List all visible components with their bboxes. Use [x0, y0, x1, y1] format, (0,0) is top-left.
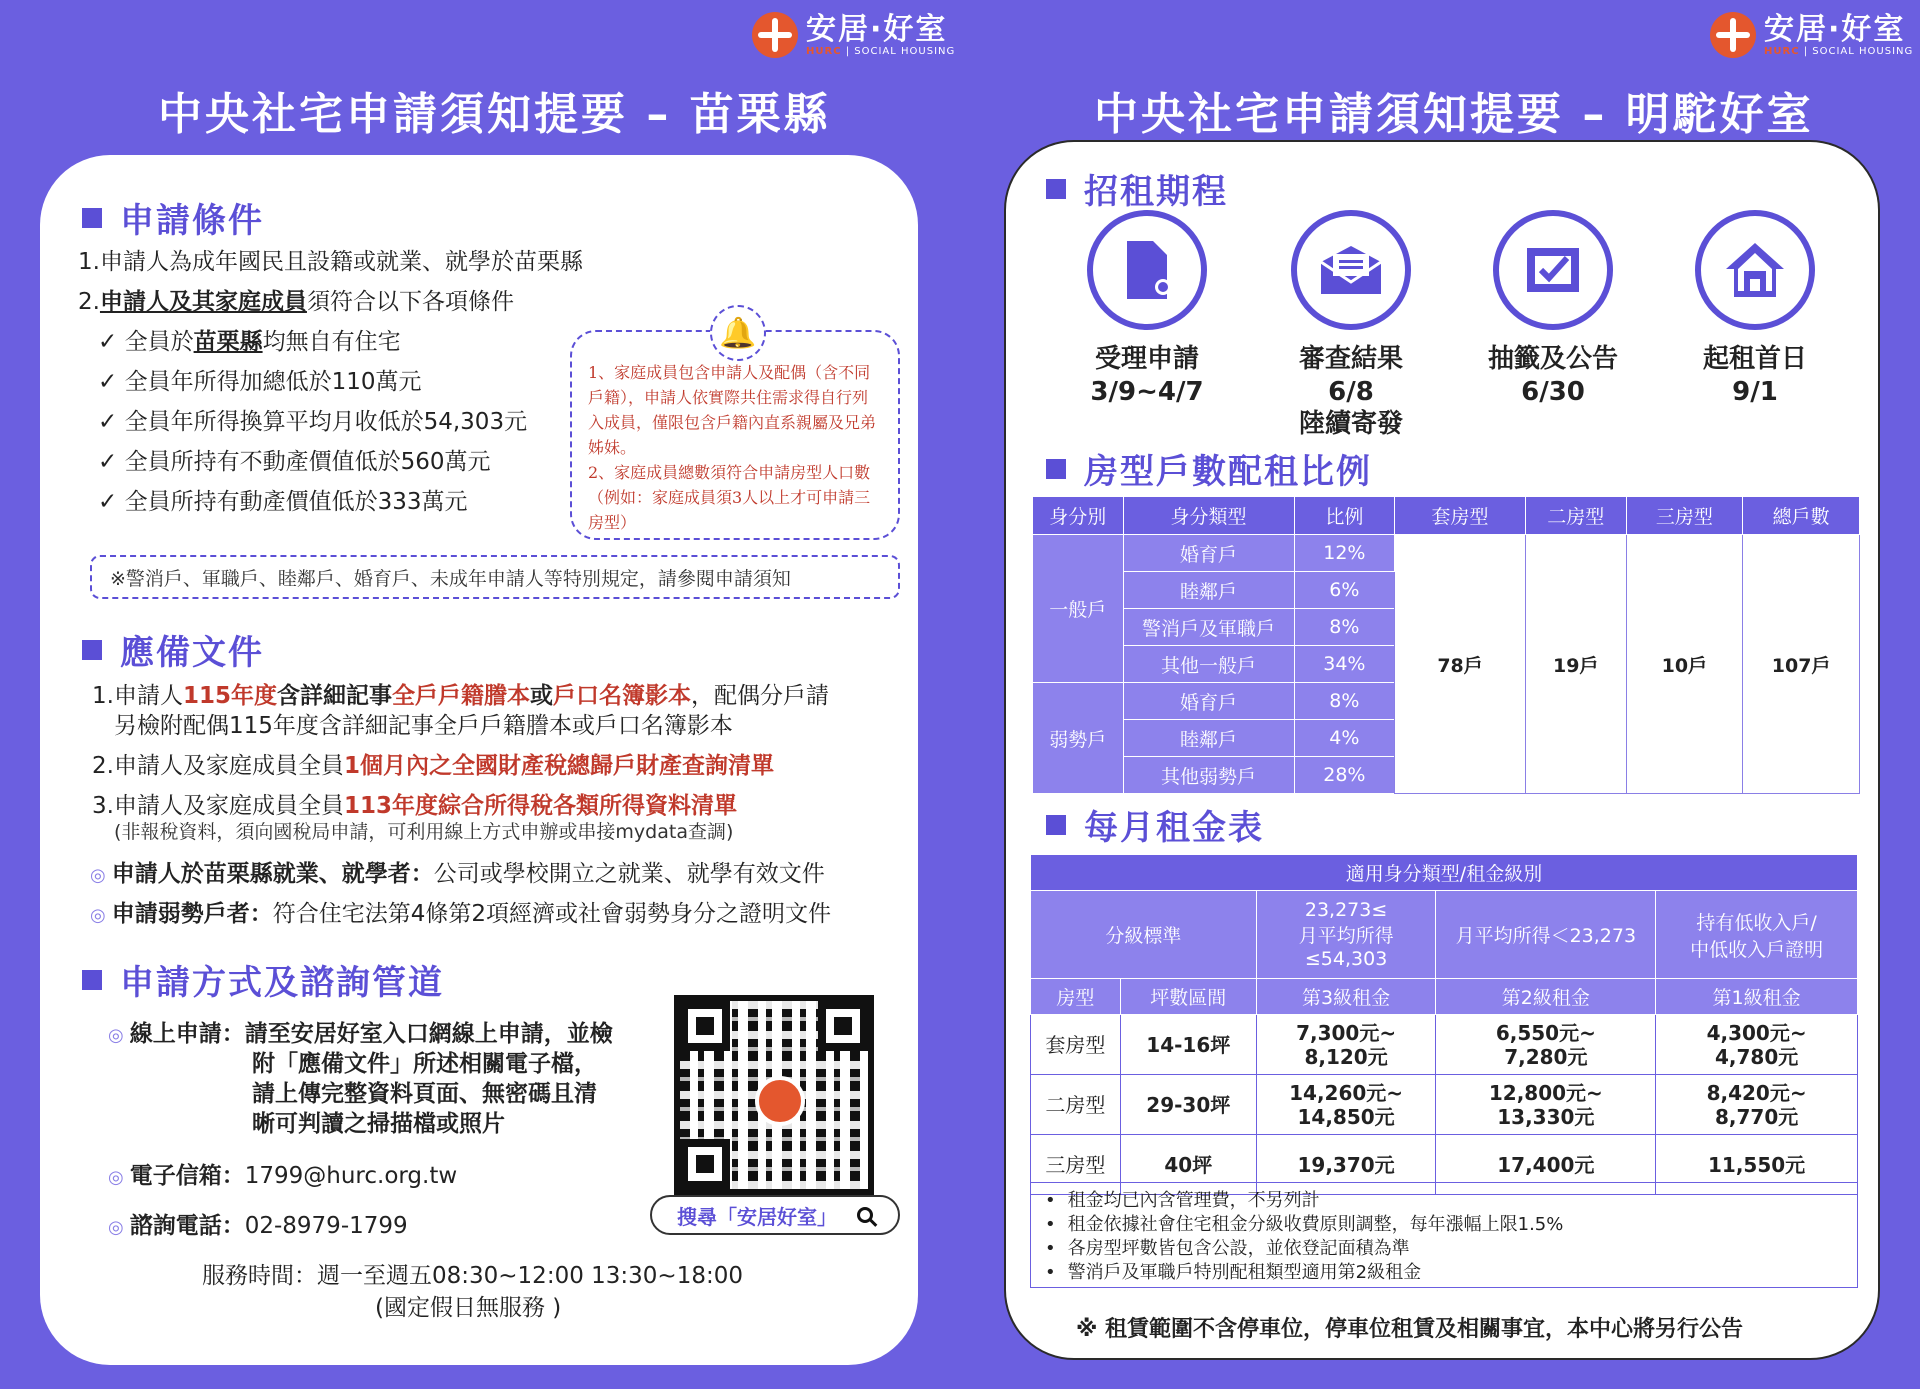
step-lottery: 抽籤及公告 6/30	[1478, 210, 1628, 408]
table-row: 睦鄰戶 4%	[1033, 720, 1860, 757]
brand-sub: SOCIAL HOUSING	[854, 45, 956, 57]
right-title: 中央社宅申請須知提要 – 明駝好室	[1094, 89, 1814, 140]
check-item: ✓ 全員於苗栗縣均無自有住宅	[98, 329, 401, 355]
table-row: 二房型 29-30坪 14,260元~ 14,850元 12,800元~ 13,330元 8,420元~ 8,770元	[1031, 1075, 1858, 1135]
square-bullet-icon	[82, 640, 102, 660]
step-lease-start: 起租首日 9/1	[1680, 210, 1830, 408]
doc-item-1-line2: 另檢附配偶115年度含詳細記事全戶戶籍謄本或戶口名簿影本	[114, 713, 733, 739]
left-panel	[40, 155, 918, 1365]
check-item: ✓ 全員所持有不動產價值低於560萬元	[98, 449, 491, 475]
brand-sub: SOCIAL HOUSING	[1812, 45, 1914, 57]
qr-logo-icon	[755, 1076, 805, 1126]
right-panel	[1004, 140, 1880, 1360]
brand-logo-right: 安居·好室 HURC | SOCIAL HOUSING	[1710, 12, 1913, 58]
table-row: 其他一般戶 34%	[1033, 646, 1860, 683]
bell-icon: 🔔	[710, 305, 766, 361]
search-icon	[857, 1207, 873, 1223]
condition-item-1: 1.申請人為成年國民且設籍或就業、就學於苗栗縣	[78, 249, 583, 275]
check-item: ✓ 全員所持有動產價值低於333萬元	[98, 489, 468, 515]
square-bullet-icon	[82, 970, 102, 990]
left-title: 中央社宅申請須知提要 – 苗栗縣	[158, 89, 831, 140]
table-row: 其他弱勢戶 28%	[1033, 757, 1860, 794]
brand-sub-red: HURC	[806, 45, 842, 57]
doc-item-1: 1.申請人115年度含詳細記事全戶戶籍謄本或戶口名簿影本，配偶分戶請	[92, 683, 829, 709]
step-review: 審查結果 6/8 陸續寄發	[1276, 210, 1426, 440]
email-line: ◎ 電子信箱：1799@hurc.org.tw	[108, 1163, 458, 1189]
brand-mark-icon	[752, 12, 798, 58]
qr-code[interactable]	[674, 995, 874, 1195]
table-row: 一般戶 婚育戶 12% 78戶 19戶 10戶 107戶	[1033, 535, 1860, 572]
brand-mark-icon	[1710, 12, 1756, 58]
square-bullet-icon	[82, 208, 102, 228]
special-rules-note: ※警消戶、軍職戶、睦鄰戶、婚育戶、未成年申請人等特別規定，請參閱申請須知	[90, 555, 900, 599]
email-link[interactable]: 1799@hurc.org.tw	[244, 1163, 458, 1189]
brand-name: 安居·好室	[1764, 11, 1906, 47]
doc-item-3: 3.申請人及家庭成員全員113年度綜合所得稅各類所得資料清單	[92, 793, 737, 819]
holiday-note: (國定假日無服務 )	[375, 1295, 562, 1321]
online-apply: ◎ 線上申請：請至安居好室入口網線上申請，並檢	[108, 1021, 613, 1047]
brand-name: 安居·好室	[806, 11, 948, 47]
check-item: ✓ 全員年所得換算平均月收低於54,303元	[98, 409, 528, 435]
check-item: ✓ 全員年所得加總低於110萬元	[98, 369, 422, 395]
mail-icon	[1319, 244, 1383, 296]
room-ratio-table: 身分別 身分類型 比例 套房型 二房型 三房型 總戶數 一般戶 婚育戶 12% 78戶 19戶 10戶 107戶 睦鄰戶 6% 警消戶及軍職戶 8% 其他一般戶 34% 弱勢戶 婚育戶 8% 睦鄰戶 4% 其他弱勢戶 28%	[1032, 496, 1860, 794]
square-bullet-icon	[1046, 459, 1066, 479]
search-box[interactable]: 搜尋「安居好室」	[650, 1195, 900, 1235]
schedule-heading: 招租期程	[1046, 164, 1228, 213]
table-row: 套房型 14-16坪 7,300元~ 8,120元 6,550元~ 7,280元 4,300元~ 4,780元	[1031, 1015, 1858, 1075]
brand-sub-red: HURC	[1764, 45, 1800, 57]
square-bullet-icon	[1046, 815, 1066, 835]
brand-logo-left: 安居·好室 HURC | SOCIAL HOUSING	[752, 12, 955, 58]
table-row: 三房型 40坪 19,370元 17,400元 11,550元	[1031, 1135, 1858, 1195]
doc-item-4: ◎ 申請人於苗栗縣就業、就學者：公司或學校開立之就業、就學有效文件	[90, 861, 825, 887]
online-apply-line3: 請上傳完整資料頁面、無密碼且清	[252, 1081, 597, 1107]
docs-heading: 應備文件	[82, 625, 264, 674]
family-note-box: 1、家庭成員包含申請人及配偶（含不同戶籍），申請人依實際共住需求得自行列入成員，僅限包含戶籍內直系親屬及兄弟姊妹。 2、家庭成員總數須符合申請房型人口數（例如：家庭成員須3人以上才可申請三房型）	[570, 330, 900, 540]
doc-item-2: 2.申請人及家庭成員全員1個月內之全國財產稅總歸戶財產查詢清單	[92, 753, 774, 779]
service-hours: 服務時間：週一至週五08:30~12:00 13:30~18:00	[202, 1263, 743, 1289]
phone-line: ◎ 諮詢電話：02-8979-1799	[108, 1213, 408, 1239]
parking-note: ※ 租賃範圍不含停車位，停車位租賃及相關事宜，本中心將另行公告	[1076, 1317, 1744, 1342]
online-apply-line4: 晰可判讀之掃描檔或照片	[252, 1111, 505, 1137]
online-apply-line2: 附「應備文件」所述相關電子檔，	[252, 1051, 597, 1077]
rent-notes: • 租金均已內含管理費，不另列計 • 租金依據社會住宅租金分級收費原則調整，每年漲幅上限1.5% • 各房型坪數皆包含公設，並依登記面積為準 • 警消戶及軍職戶特別配租類型適用第2級租金	[1030, 1182, 1858, 1288]
doc-item-5: ◎ 申請弱勢戶者：符合住宅法第4條第2項經濟或社會弱勢身分之證明文件	[90, 901, 831, 927]
step-apply: 受理申請 3/9~4/7	[1072, 210, 1222, 408]
doc-item-3-note: (非報稅資料，須向國稅局申請，可利用線上方式申辦或串接mydata查調)	[114, 821, 734, 843]
apply-heading: 申請方式及諮詢管道	[82, 955, 444, 1004]
condition-item-2: 2.申請人及其家庭成員須符合以下各項條件	[78, 289, 514, 315]
rent-table: 適用身分類型/租金級別 分級標準 23,273≤ 月平均所得 ≤54,303 月平均所得＜23,273 持有低收入戶/ 中低收入戶證明 房型 坪數區間 第3級租金 第2級租金 第1級租金 套房型 14-16坪 7,300元~ 8,120元 6,550元~ 7,280元 4,300元~ 4,780元 二房型 29-30坪 14,260元~ 14,850元 12,800元~ 13,330元 8,420元~ 8,770元 三房型 40坪 19,370元 17,400元 11,550元	[1030, 854, 1858, 1195]
house-icon	[1724, 241, 1786, 299]
conditions-heading: 申請條件	[82, 193, 264, 242]
square-bullet-icon	[1046, 179, 1066, 199]
table-row: 睦鄰戶 6%	[1033, 572, 1860, 609]
document-icon	[1119, 239, 1175, 301]
phone-link[interactable]: 02-8979-1799	[244, 1213, 408, 1239]
ratio-heading: 房型戶數配租比例	[1046, 444, 1372, 493]
checkbox-icon	[1523, 244, 1583, 296]
table-row: 弱勢戶 婚育戶 8%	[1033, 683, 1860, 720]
table-row: 警消戶及軍職戶 8%	[1033, 609, 1860, 646]
rent-heading: 每月租金表	[1046, 800, 1264, 849]
